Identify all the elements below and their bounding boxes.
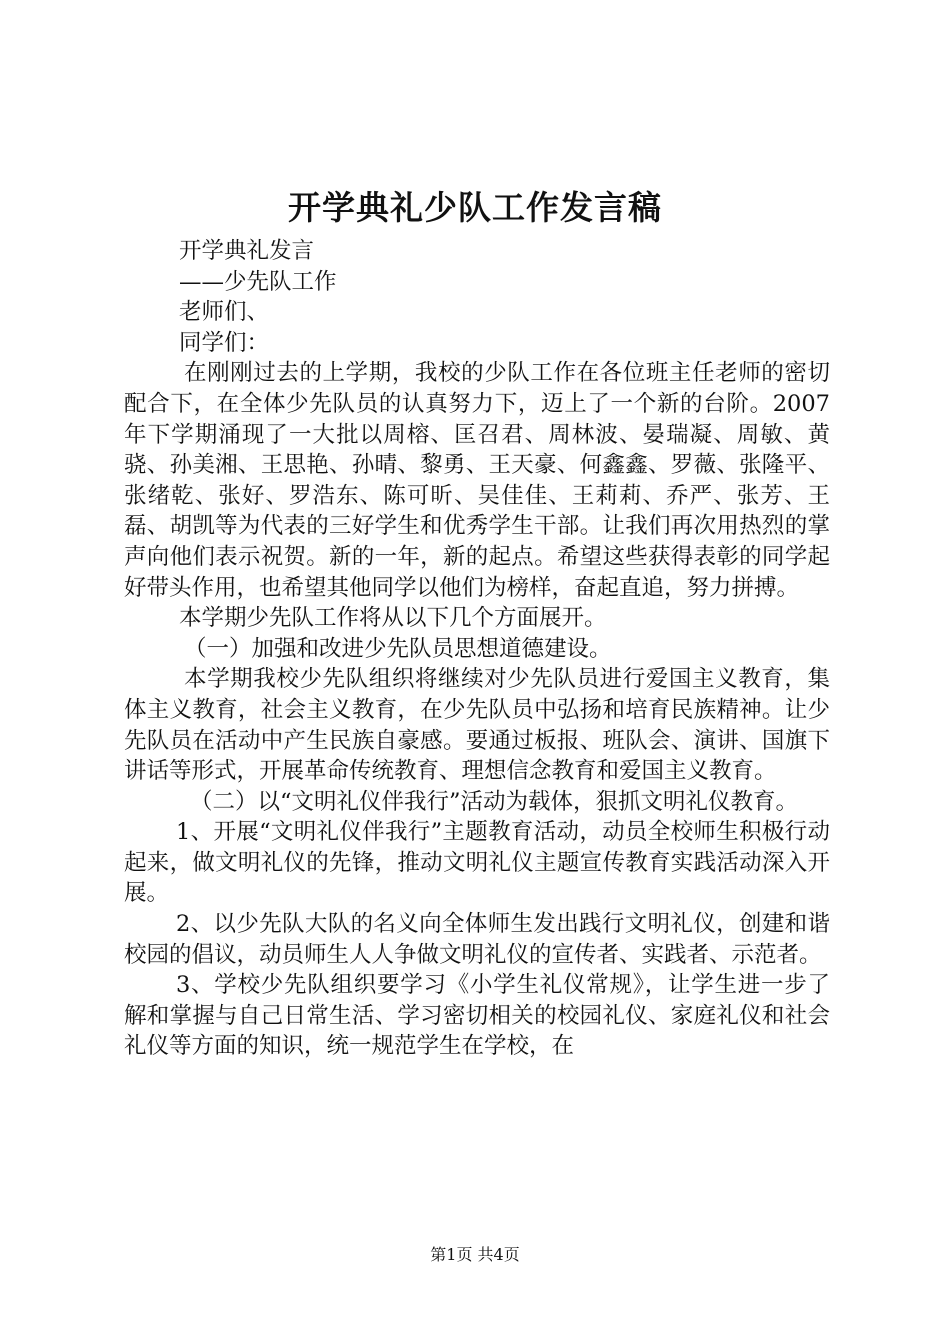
paragraph-intro: 本学期少先队工作将从以下几个方面展开。 <box>179 605 607 632</box>
paragraph-item-2: 2、以少先队大队的名义向全体师生发出践行文明礼仪，创建和谐校园的倡议，动员师生人人争做文明礼仪的宣传者、实践者、示范者。 <box>124 911 830 968</box>
document-body <box>124 236 830 1062</box>
paragraph-subheading: ——少先队工作 <box>179 268 337 295</box>
paragraph-section-1: （一）加强和改进少先队员思想道德建设。 <box>184 635 612 662</box>
paragraph-salutation-students: 同学们： <box>179 329 270 356</box>
paragraph-salutation-teachers: 老师们、 <box>179 299 270 326</box>
page-footer: 第1页 共4页 <box>430 1245 520 1264</box>
paragraph-review: 在刚刚过去的上学期，我校的少队工作在各位班主任老师的密切配合下，在全体少先队员的认真努力下，迈上了一个新的台阶。2007年下学期涌现了一大批以周榕、匡召君、周林波、晏瑞凝、周敏、黄骁、孙美湘、王思艳、孙晴、黎勇、王天豪、何鑫鑫、罗薇、张隆平、张绪乾、张好、罗浩东、陈可昕、吴佳佳、王莉莉、乔严、张芳、王磊、胡凯等为代表的三好学生和优秀学生干部。让我们再次用热烈的掌声向他们表示祝贺。新的一年，新的起点。希望这些获得表彰的同学起好带头作用，也希望其他同学以他们为榜样，奋起直追，努力拼搏。 <box>124 360 830 601</box>
paragraph-section-1-body: 本学期我校少先队组织将继续对少先队员进行爱国主义教育，集体主义教育，社会主义教育，在少先队员中弘扬和培育民族精神。让少先队员在活动中产生民族自豪感。要通过板报、班队会、演讲、国旗下讲话等形式，开展革命传统教育、理想信念教育和爱国主义教育。 <box>124 666 830 785</box>
paragraph-item-3: 3、学校少先队组织要学习《小学生礼仪常规》，让学生进一步了解和掌握与自己日常生活、学习密切相关的校园礼仪、家庭礼仪和社会礼仪等方面的知识，统一规范学生在学校，在 <box>124 972 830 1060</box>
paragraph-section-2: （二）以“文明礼仪伴我行”活动为载体，狠抓文明礼仪教育。 <box>190 788 799 815</box>
paragraph-item-1: 1、开展“文明礼仪伴我行”主题教育活动，动员全校师生积极行动起来，做文明礼仪的先锋，推动文明礼仪主题宣传教育实践活动深入开展。 <box>124 819 830 907</box>
document-title: 开学典礼少队工作发言稿 <box>288 188 662 227</box>
paragraph-heading: 开学典礼发言 <box>179 238 315 264</box>
